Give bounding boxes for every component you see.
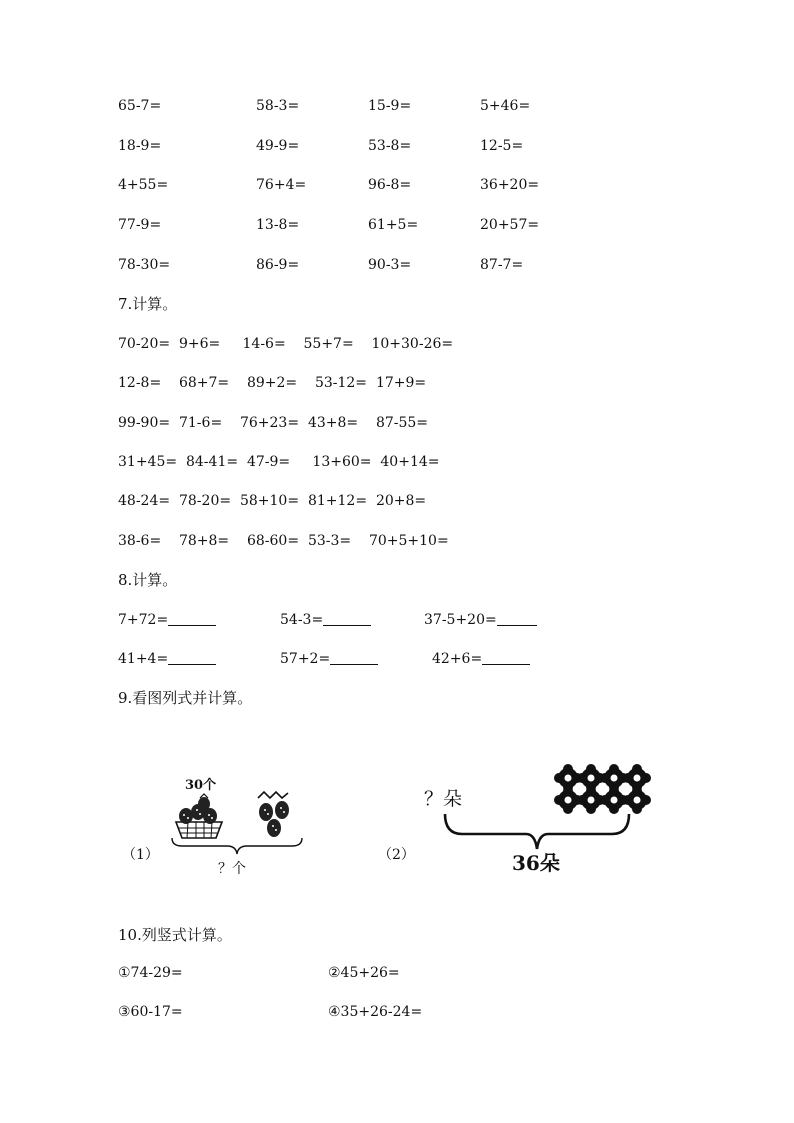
question-10-title: 10.列竖式计算。 <box>118 926 232 944</box>
answer-blank[interactable] <box>168 650 216 665</box>
problem: 49-9= <box>256 138 300 154</box>
problem-row: 12-8= 68+7= 89+2= 53-12= 17+9= <box>118 375 427 391</box>
total-label: 36朵 <box>512 851 560 875</box>
problem-row: 31+45= 84-41= 47-9= 13+60= 40+14= <box>118 454 440 470</box>
answer-blank[interactable] <box>323 611 371 626</box>
problem: 18-9= <box>118 138 162 154</box>
problem: 58-3= <box>256 98 300 114</box>
answer-blank[interactable] <box>168 611 216 626</box>
problem: 4+55= <box>118 177 169 193</box>
problem: 36+20= <box>480 177 540 193</box>
answer-blank[interactable] <box>482 650 530 665</box>
problem-row: 38-6= 78+8= 68-60= 53-3= 70+5+10= <box>118 533 449 549</box>
problem: 13-8= <box>256 217 300 233</box>
vertical-calc-problem: ②45+26= <box>328 965 400 981</box>
problem-row: 48-24= 78-20= 58+10= 81+12= 20+8= <box>118 493 427 509</box>
flowers-icon <box>556 766 652 814</box>
question-label: ？个 <box>218 861 246 877</box>
problem-text: 54-3= <box>280 612 324 628</box>
problem-text: 57+2= <box>280 651 331 667</box>
problem-text: 37-5+20= <box>424 612 497 628</box>
problem: 5+46= <box>480 98 531 114</box>
fill-problem <box>432 650 530 668</box>
problem-text: 41+4= <box>118 651 169 667</box>
problem: 77-9= <box>118 217 162 233</box>
problem: 65-7= <box>118 98 162 114</box>
problem-text: 42+6= <box>432 651 483 667</box>
problem: 86-9= <box>256 257 300 273</box>
vertical-calc-problem: ①74-29= <box>118 965 183 981</box>
problem: 61+5= <box>368 217 419 233</box>
problem: 53-8= <box>368 138 412 154</box>
problem: 87-7= <box>480 257 524 273</box>
answer-blank[interactable] <box>497 611 537 626</box>
fill-problem <box>280 611 371 629</box>
picture-2-label: （2） <box>378 847 415 863</box>
problem-row: 99-90= 71-6= 76+23= 43+8= 87-55= <box>118 415 429 431</box>
problem: 76+4= <box>256 177 307 193</box>
fill-problem <box>280 650 378 668</box>
problem: 12-5= <box>480 138 524 154</box>
brace-icon <box>170 836 304 856</box>
problem: 78-30= <box>118 257 171 273</box>
vertical-calc-problem: ④35+26-24= <box>328 1004 423 1020</box>
problem: 90-3= <box>368 257 412 273</box>
fill-problem <box>118 650 216 668</box>
question-7-title: 7.计算。 <box>118 295 178 313</box>
problem: 20+57= <box>480 217 540 233</box>
problem-text: 7+72= <box>118 612 169 628</box>
problem-row: 70-20= 9+6= 14-6= 55+7= 10+30-26= <box>118 336 454 352</box>
brace-icon <box>442 812 632 852</box>
picture-1-label: （1） <box>122 847 159 863</box>
count-label: 30个 <box>185 778 217 793</box>
fill-problem <box>118 611 216 629</box>
unknown-label: ？朵 <box>424 788 463 810</box>
problem: 15-9= <box>368 98 412 114</box>
question-8-title: 8.计算。 <box>118 571 178 589</box>
answer-blank[interactable] <box>330 650 378 665</box>
vertical-calc-problem: ③60-17= <box>118 1004 183 1020</box>
fill-problem <box>424 611 537 629</box>
question-9-title: 9.看图列式并计算。 <box>118 689 253 707</box>
problem: 96-8= <box>368 177 412 193</box>
